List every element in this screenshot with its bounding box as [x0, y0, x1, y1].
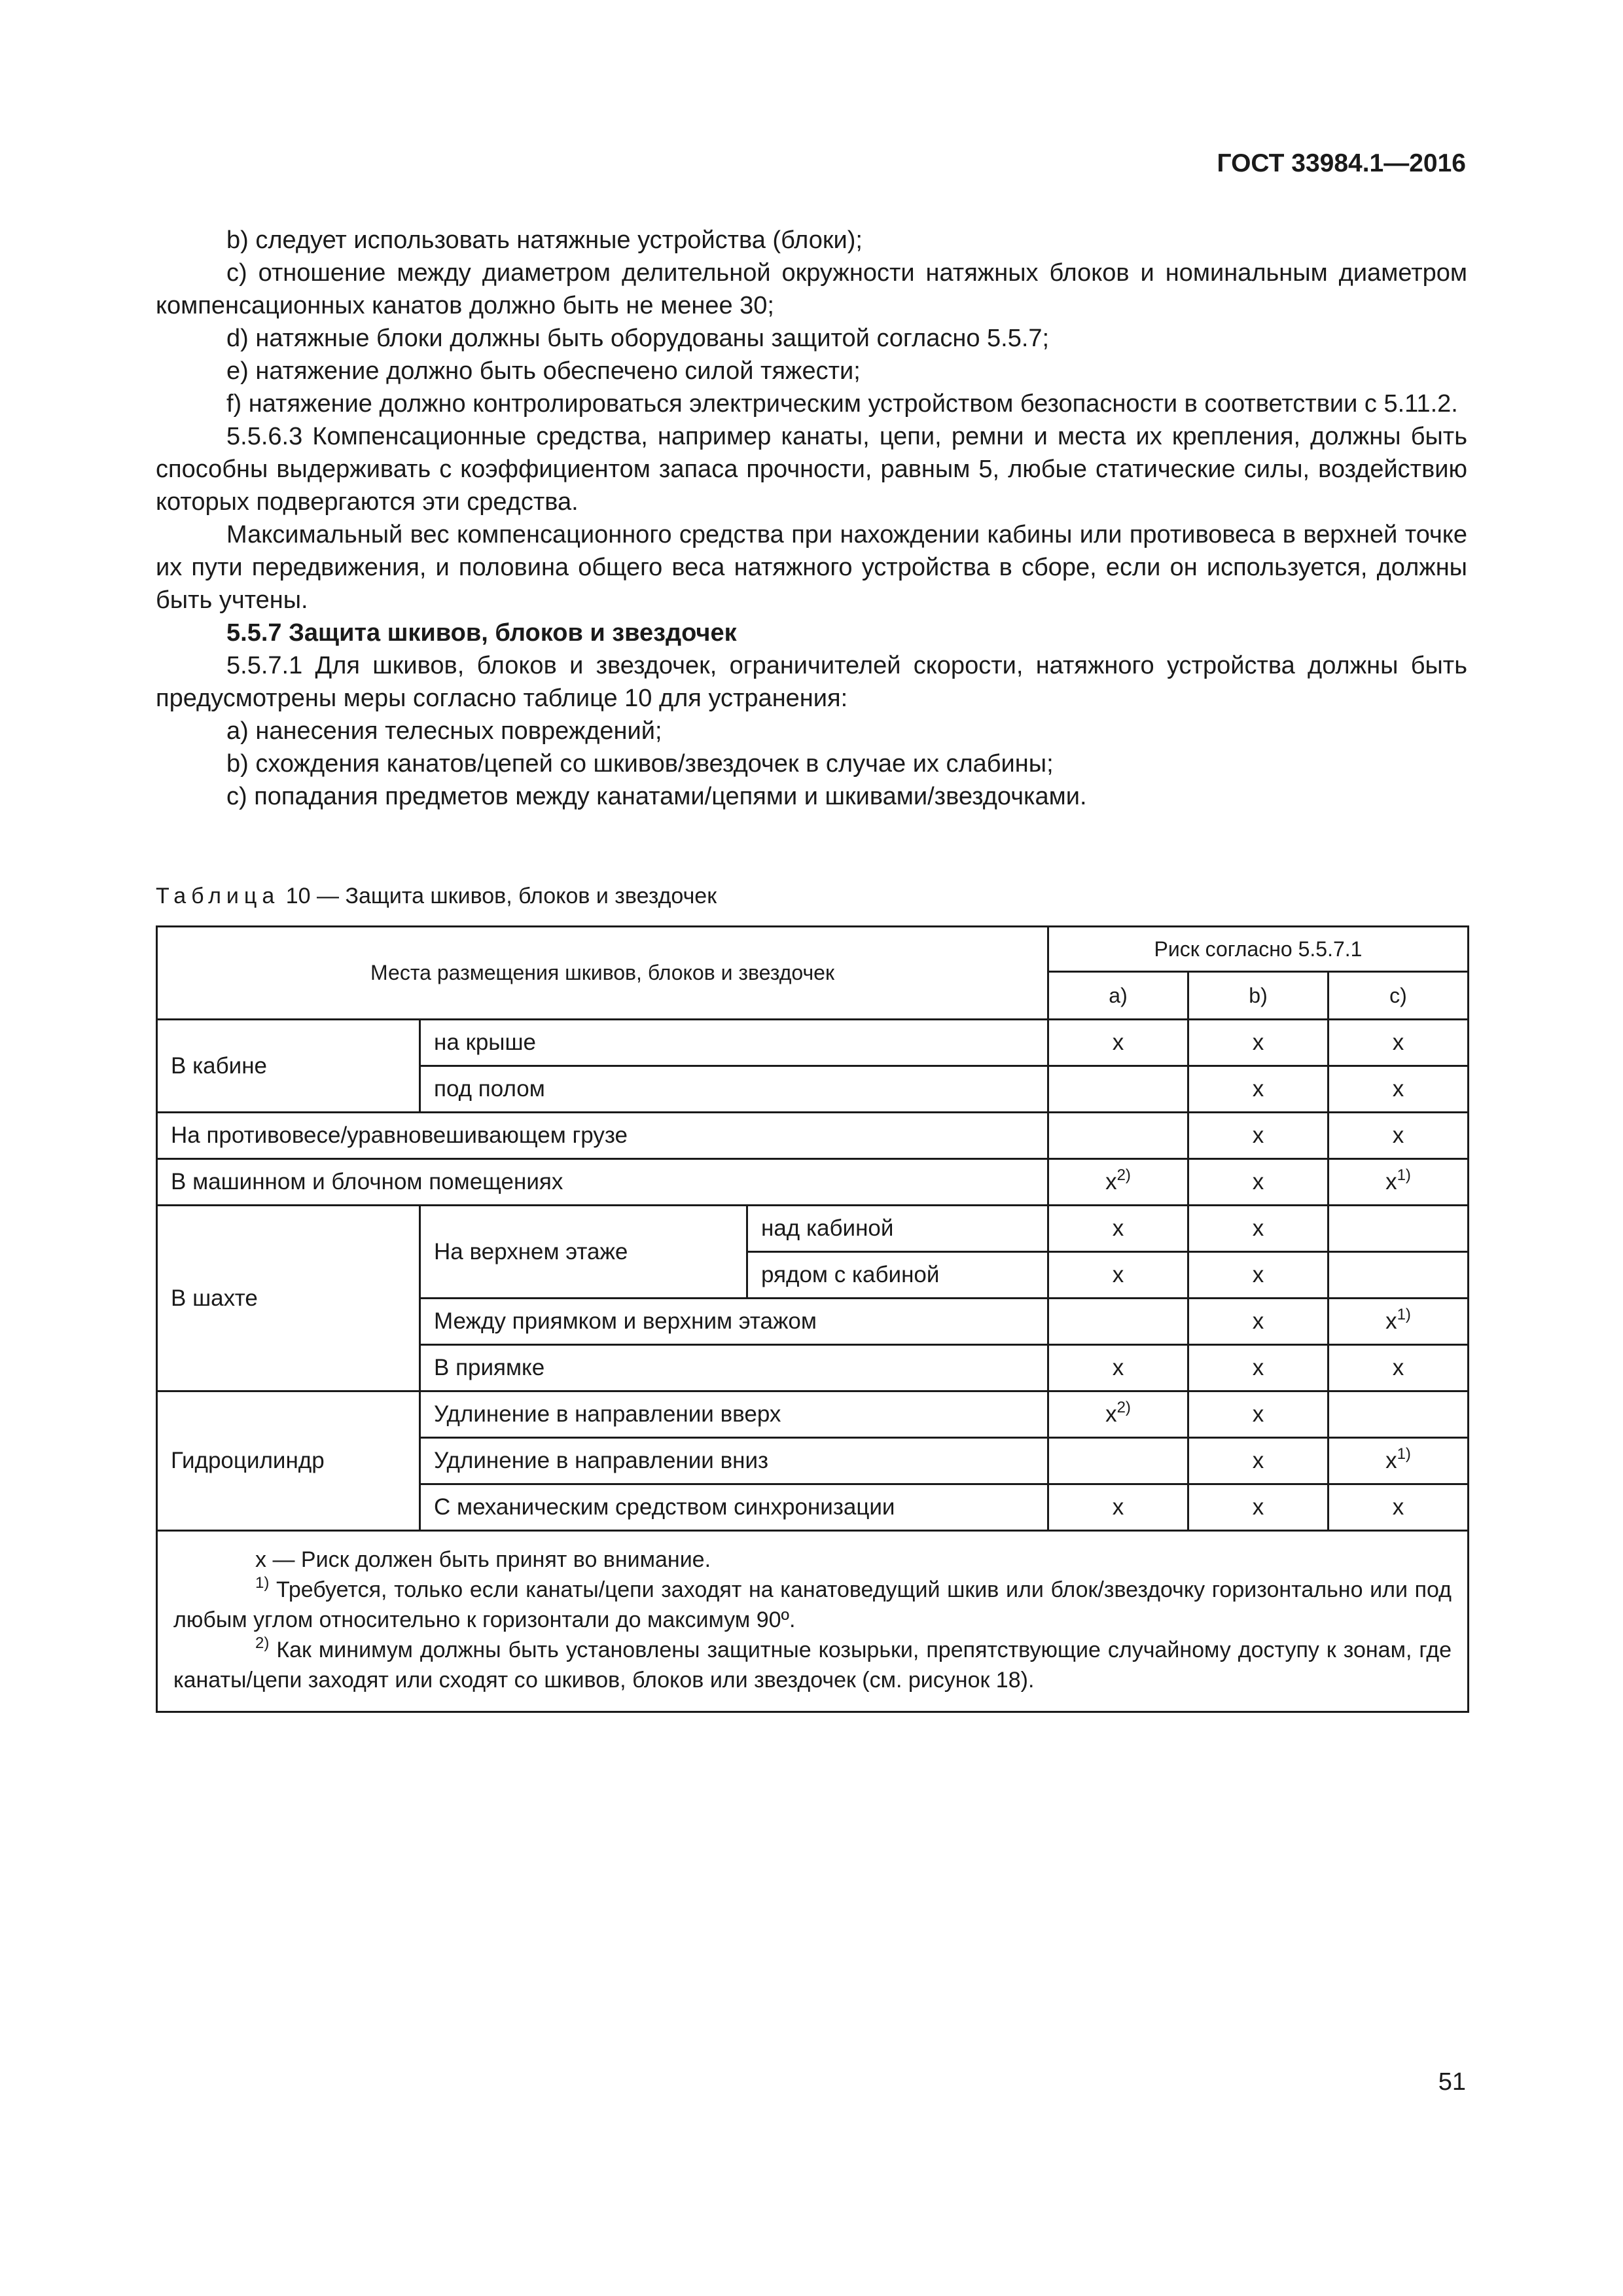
- table-notes: [157, 1531, 1469, 1712]
- section-heading: 5.5.7 Защита шкивов, блоков и звездочек: [226, 619, 737, 647]
- row-label: На противовесе/уравновешивающем грузе: [157, 1113, 1048, 1159]
- risk-cell: x: [1329, 1066, 1469, 1113]
- risk-cell: x: [1188, 1484, 1329, 1531]
- table-caption: [156, 884, 717, 909]
- row-label: В приямке: [420, 1345, 1048, 1391]
- subgroup-top-floor: На верхнем этаже: [420, 1206, 747, 1299]
- table-caption-label: Таблица: [156, 884, 280, 908]
- row-label: Между приямком и верхним этажом: [420, 1299, 1048, 1345]
- risk-cell: x: [1048, 1020, 1188, 1066]
- risk-cell: x: [1329, 1113, 1469, 1159]
- risk-cell: x: [1188, 1252, 1329, 1299]
- risk-cell: [1048, 1438, 1188, 1484]
- row-label: рядом с кабиной: [747, 1252, 1048, 1299]
- risk-cell: x: [1188, 1299, 1329, 1345]
- footnote-1: $^{1)}$ Требуется, только если канаты/цепи заходят на канатоведущий шкив или блок/звездочку горизонтально или под любым углом относительно к горизонтали до максимум 90º.: [173, 1574, 1452, 1632]
- footnote-mark: 1): [1397, 1166, 1411, 1184]
- risk-cell: $x^{1)}$: [1329, 1159, 1469, 1206]
- paragraph: 5.5.7.1 Для шкивов, блоков и звездочек, ограничителей скорости, натяжного устройства должны быть предусмотрены меры согласно таблице 10 для устранения:: [156, 652, 1467, 712]
- paragraph: Максимальный вес компенсационного средства при нахождении кабины или противовеса в верхней точке их пути передвижения, и половина общего веса натяжного устройства в сборе, если он используется, должны быть учтены.: [156, 521, 1467, 614]
- paragraph: b) следует использовать натяжные устройства (блоки);: [226, 226, 863, 254]
- row-label: под полом: [420, 1066, 1048, 1113]
- risk-cell: x: [1188, 1113, 1329, 1159]
- header-risk-b: b): [1188, 972, 1329, 1020]
- row-label: на крыше: [420, 1020, 1048, 1066]
- risk-cell: [1329, 1391, 1469, 1438]
- risk-cell: [1048, 1113, 1188, 1159]
- group-hydro: Гидроцилиндр: [157, 1391, 420, 1531]
- row-label: Удлинение в направлении вверх: [420, 1391, 1048, 1438]
- risk-cell: $x^{2)}$: [1048, 1159, 1188, 1206]
- footnote-mark: 2): [1116, 1399, 1131, 1416]
- footnote-2: $^{2)}$ Как минимум должны быть установлены защитные козырьки, препятствующие случайному доступу к зонам, где канаты/цепи заходят или сходят со шкивов, блоков или звездочек (см. рисунок 18).: [173, 1634, 1452, 1693]
- risk-cell: x: [1188, 1020, 1329, 1066]
- risk-cell: x: [1188, 1159, 1329, 1206]
- document-header: ГОСТ 33984.1—2016: [1217, 149, 1466, 177]
- table-row: [157, 1020, 1469, 1066]
- header-places: Места размещения шкивов, блоков и звездочек: [157, 927, 1048, 1020]
- risk-cell: [1048, 1299, 1188, 1345]
- risk-cell: [1048, 1066, 1188, 1113]
- risk-cell: [1329, 1252, 1469, 1299]
- risk-cell: x: [1329, 1345, 1469, 1391]
- paragraph: c) отношение между диаметром делительной окружности натяжных блоков и номинальным диаметром компенсационных канатов должно быть не менее 30;: [156, 259, 1467, 319]
- row-label: С механическим средством синхронизации: [420, 1484, 1048, 1531]
- risk-cell: x: [1048, 1345, 1188, 1391]
- risk-cell: x: [1048, 1484, 1188, 1531]
- row-label: В машинном и блочном помещениях: [157, 1159, 1048, 1206]
- table-row: [157, 1391, 1469, 1438]
- paragraph: a) нанесения телесных повреждений;: [226, 717, 662, 745]
- risk-cell: x: [1188, 1345, 1329, 1391]
- table-caption-text: 10 — Защита шкивов, блоков и звездочек: [279, 884, 717, 908]
- row-label: Удлинение в направлении вниз: [420, 1438, 1048, 1484]
- paragraph: f) натяжение должно контролироваться электрическим устройством безопасности в соответствии с 5.11.2.: [226, 390, 1458, 418]
- risk-cell: x: [1329, 1484, 1469, 1531]
- footnote-mark: 1): [1397, 1306, 1411, 1323]
- table-row: [157, 1159, 1469, 1206]
- body-text: [156, 224, 1467, 813]
- risk-cell: x: [1048, 1206, 1188, 1252]
- risk-cell: $x^{1)}$: [1329, 1299, 1469, 1345]
- header-risk-c: c): [1329, 972, 1469, 1020]
- risk-cell: x: [1048, 1252, 1188, 1299]
- header-risk-a: a): [1048, 972, 1188, 1020]
- risk-cell: x: [1188, 1066, 1329, 1113]
- table-10: [156, 925, 1469, 1713]
- risk-cell: x: [1329, 1020, 1469, 1066]
- paragraph: c) попадания предметов между канатами/цепями и шкивами/звездочками.: [226, 783, 1087, 810]
- header-risk: Риск согласно 5.5.7.1: [1048, 927, 1469, 972]
- risk-cell: x: [1188, 1391, 1329, 1438]
- paragraph: d) натяжные блоки должны быть оборудованы защитой согласно 5.5.7;: [226, 325, 1050, 352]
- group-shaft: В шахте: [157, 1206, 420, 1391]
- row-label: над кабиной: [747, 1206, 1048, 1252]
- group-cabin: В кабине: [157, 1020, 420, 1113]
- risk-cell: $x^{2)}$: [1048, 1391, 1188, 1438]
- risk-cell: x: [1188, 1438, 1329, 1484]
- page-number: 51: [1438, 2068, 1466, 2096]
- paragraph: b) схождения канатов/цепей со шкивов/звездочек в случае их слабины;: [226, 750, 1054, 778]
- risk-cell: [1329, 1206, 1469, 1252]
- footnote-mark: 1): [1397, 1445, 1411, 1463]
- paragraph: 5.5.6.3 Компенсационные средства, например канаты, цепи, ремни и места их крепления, должны быть способны выдерживать с коэффициентом запаса прочности, равным 5, любые статические силы, воздействию которых подвергаются эти средства.: [156, 423, 1467, 516]
- risk-cell: x: [1188, 1206, 1329, 1252]
- risk-cell: $x^{1)}$: [1329, 1438, 1469, 1484]
- table-row: [157, 1206, 1469, 1252]
- paragraph: e) натяжение должно быть обеспечено силой тяжести;: [226, 357, 861, 385]
- note-legend: x — Риск должен быть принят во внимание.: [255, 1547, 711, 1572]
- table-row: [157, 1113, 1469, 1159]
- footnote-mark: 2): [1116, 1166, 1131, 1184]
